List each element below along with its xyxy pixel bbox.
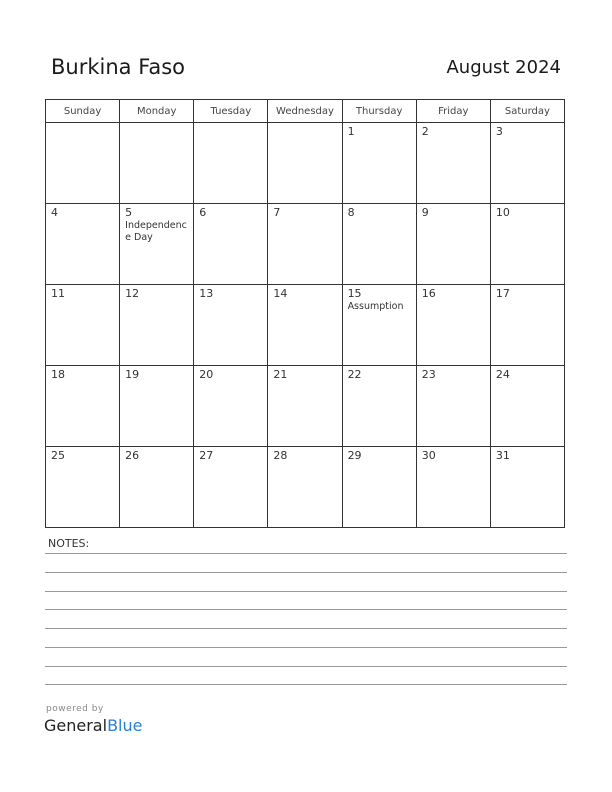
day-number: 11 xyxy=(51,287,65,300)
day-number: 23 xyxy=(421,368,436,381)
day-cell xyxy=(490,204,564,285)
day-cell xyxy=(342,447,416,528)
day-cell xyxy=(416,123,490,204)
day-number: 17 xyxy=(495,287,510,300)
day-cell xyxy=(490,123,564,204)
day-cell xyxy=(342,366,416,447)
weekday-monday: Monday xyxy=(120,100,194,123)
day-number: 30 xyxy=(421,449,436,462)
week-row xyxy=(46,204,565,285)
note-line xyxy=(45,572,567,573)
weekday-tuesday: Tuesday xyxy=(194,100,268,123)
weekday-header-row xyxy=(46,100,565,123)
note-line xyxy=(45,591,567,592)
day-number: 3 xyxy=(495,125,503,138)
day-number: 26 xyxy=(125,449,140,462)
day-number: 18 xyxy=(51,368,65,381)
day-cell xyxy=(46,204,120,285)
country-title: Burkina Faso xyxy=(51,55,186,79)
day-number: 2 xyxy=(421,125,429,138)
day-cell xyxy=(268,366,342,447)
day-cell xyxy=(416,366,490,447)
calendar-grid xyxy=(45,99,565,528)
week-row xyxy=(46,447,565,528)
day-cell xyxy=(194,447,268,528)
day-cell xyxy=(120,123,194,204)
day-number: 1 xyxy=(347,125,355,138)
day-number: 25 xyxy=(51,449,65,462)
generalblue-logo[interactable] xyxy=(44,716,142,735)
day-number: 31 xyxy=(495,449,510,462)
week-row xyxy=(46,123,565,204)
holiday-label: Assumption xyxy=(347,301,404,312)
day-number: 28 xyxy=(273,449,288,462)
day-number: 22 xyxy=(347,368,362,381)
day-cell xyxy=(342,204,416,285)
day-cell xyxy=(416,447,490,528)
day-cell xyxy=(490,447,564,528)
day-cell xyxy=(194,285,268,366)
day-cell xyxy=(46,366,120,447)
day-number: 16 xyxy=(421,287,436,300)
day-cell xyxy=(120,366,194,447)
day-number: 7 xyxy=(273,206,281,219)
day-cell xyxy=(416,285,490,366)
day-number: 4 xyxy=(51,206,58,219)
day-cell xyxy=(490,366,564,447)
month-title: August 2024 xyxy=(446,57,561,78)
day-number: 19 xyxy=(125,368,140,381)
day-cell xyxy=(342,123,416,204)
day-cell xyxy=(268,123,342,204)
day-cell xyxy=(120,204,194,285)
day-cell xyxy=(268,447,342,528)
logo-general-text: General xyxy=(44,716,108,735)
weekday-saturday: Saturday xyxy=(490,100,564,123)
day-number: 13 xyxy=(199,287,214,300)
note-line xyxy=(45,609,567,610)
week-row xyxy=(46,285,565,366)
day-number: 27 xyxy=(199,449,214,462)
day-cell xyxy=(416,204,490,285)
weekday-sunday: Sunday xyxy=(46,100,120,123)
day-number: 12 xyxy=(125,287,140,300)
weekday-thursday: Thursday xyxy=(342,100,416,123)
day-number: 29 xyxy=(347,449,362,462)
day-cell xyxy=(194,204,268,285)
day-cell xyxy=(268,285,342,366)
logo-blue-text: Blue xyxy=(107,716,143,735)
powered-by-text: powered by xyxy=(46,704,104,714)
day-cell xyxy=(490,285,564,366)
day-number: 21 xyxy=(273,368,288,381)
day-cell xyxy=(342,285,416,366)
day-cell xyxy=(268,204,342,285)
day-cell xyxy=(46,123,120,204)
note-line xyxy=(45,666,567,667)
note-line xyxy=(45,684,567,685)
day-number: 5 xyxy=(125,206,133,219)
note-line xyxy=(45,553,567,554)
day-cell xyxy=(194,366,268,447)
day-number: 15 xyxy=(347,287,362,300)
day-number: 6 xyxy=(199,206,207,219)
weekday-wednesday: Wednesday xyxy=(268,100,342,123)
day-number: 24 xyxy=(495,368,510,381)
day-number: 20 xyxy=(199,368,214,381)
holiday-label: Independence Day xyxy=(125,220,187,243)
day-number: 9 xyxy=(421,206,429,219)
weekday-friday: Friday xyxy=(416,100,490,123)
day-cell xyxy=(46,447,120,528)
week-row xyxy=(46,366,565,447)
day-number: 14 xyxy=(273,287,288,300)
day-cell xyxy=(194,123,268,204)
day-cell xyxy=(120,285,194,366)
day-number: 8 xyxy=(347,206,355,219)
day-number: 10 xyxy=(495,206,510,219)
day-cell xyxy=(120,447,194,528)
note-line xyxy=(45,628,567,629)
day-cell xyxy=(46,285,120,366)
note-line xyxy=(45,647,567,648)
notes-label: NOTES: xyxy=(48,537,90,550)
